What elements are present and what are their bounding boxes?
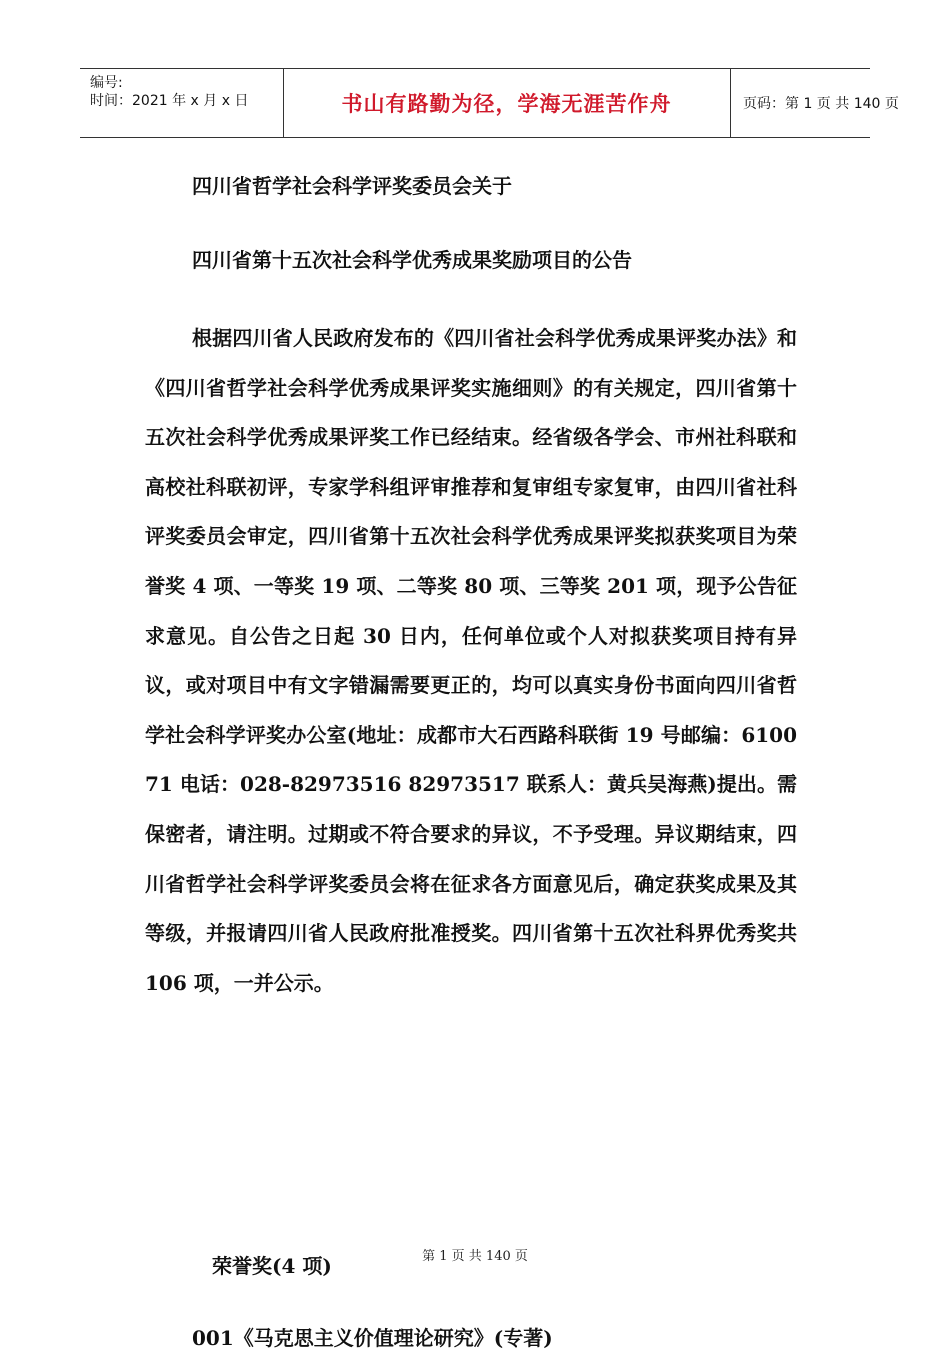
award-item-001: 001《马克思主义价值理论研究》(专著) xyxy=(192,1326,553,1350)
document-title-line-2: 四川省第十五次社会科学优秀成果奖励项目的公告 xyxy=(192,248,632,272)
header-motto: 书山有路勤为径，学海无涯苦作舟 xyxy=(341,92,672,116)
document-number-label: 编号: xyxy=(90,75,123,91)
header-page-info: 页码：第 1 页 共 140 页 xyxy=(743,96,899,112)
page-header xyxy=(80,68,899,138)
document-time-label: 时间：2021 年 x 月 x 日 xyxy=(90,93,249,109)
announcement-paragraph: 根据四川省人民政府发布的《四川省社会科学优秀成果评奖办法》和《四川省哲学社会科学优秀成果评奖实施细则》的有关规定，四川省第十五次社会科学优秀成果评奖工作已经结束。经省级各学会、市州社科联和高校社科联初评，专家学科组评审推荐和复审组专家复审，由四川省社科评奖委员会审定，四川省第十五次社会科学优秀成果评奖拟获奖项目为荣誉奖 4 项、一等奖 19 项、二等奖 80 项、三等奖 201 项，现予公告征求意见。自公告之日起 30 日内，任何单位或个人对拟获奖项目持有异议，或对项目中有文字错漏需要更正的，均可以真实身份书面向四川省哲学社会科学评奖办公室(地址：成都市大石西路科联街 19 号邮编：610071 电话：028-82973516 82973517 联系人：黄兵吴海燕)提出。需保密者，请注明。过期或不符合要求的异议，不予受理。异议期结束，四川省哲学社会科学评奖委员会将在征求各方面意见后，确定获奖成果及其等级，并报请四川省人民政府批准授奖。四川省第十五次社科界优秀奖共 106 项，一并公示。 xyxy=(145,326,797,995)
header-motto-cell xyxy=(283,69,731,137)
honor-award-heading: 荣誉奖(4 项) xyxy=(212,1254,332,1278)
header-page-cell xyxy=(731,69,899,137)
document-title-line-1: 四川省哲学社会科学评奖委员会关于 xyxy=(192,174,512,198)
page-footer: 第 1 页 共 140 页 xyxy=(422,1249,528,1264)
header-meta-cell xyxy=(80,69,284,137)
